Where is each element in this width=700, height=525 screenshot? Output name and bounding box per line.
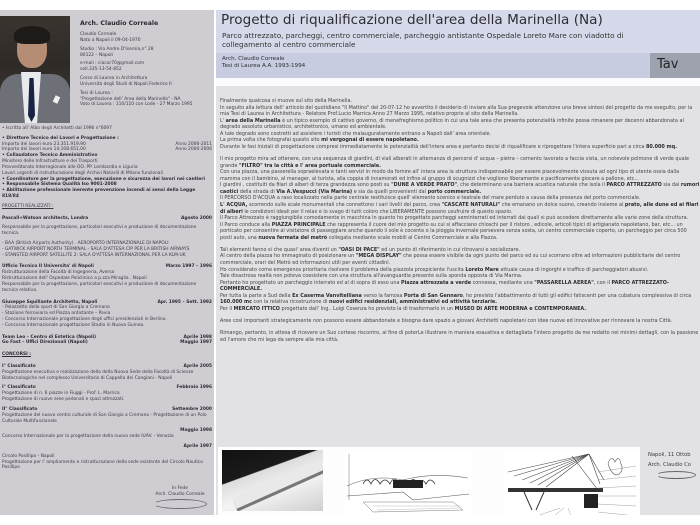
poster-author: Arch. Claudio Correale Tesi di Laurea A.A. 1993-1994	[222, 56, 306, 70]
project-header: Team Leo – Centro di Estetica (Napoli) Aprile 1998	[2, 334, 212, 340]
collaudatore-title: • Collaudatore Tecnico Amministrativo	[2, 153, 98, 159]
contest-header: I° Classificato Aprile 2005	[2, 364, 212, 369]
contest-header: II° Classificato Settembre 2000	[2, 406, 212, 412]
cv-studio-address: Studio : Via Andre D'Isernia,n° 28 80122 – Napoli	[80, 46, 154, 58]
email-text: e-mail : ciacor70@gmail.com	[80, 61, 145, 67]
body-paragraph: Tale disastrosa realtà non poteva coesistere con una struttura all'avanguardia presente sulla sponda opposta di Via Marina.	[220, 273, 523, 280]
cv-line: Lavori urgenti di ristrutturazione degli Archivi Notarili di Milano funzionali	[2, 170, 163, 176]
cv-line: - Concorso Internazionale progettazione degli uffici presidenziali in Berlino.	[2, 316, 167, 322]
letter-closing	[648, 451, 696, 479]
cv-identity	[80, 20, 212, 111]
project-header: Go Fast – Uffici Direzionali (Napoli) Maggio 1997	[2, 340, 212, 346]
cv-bullet: • Abilitazione professionale inerente prevenzione incendi ai sensi della Legge 818/84	[2, 188, 196, 199]
body-paragraph: A tale degrado sono costretti ad assistere i turisti che malauguratamente entrano a Napoli dall' area orientale.	[220, 130, 492, 137]
cv-line: Progettazione del nuovo centro culturale di San Giorgio a Cremano - Progettazione di un Polo Culturale Multifunzionale	[2, 412, 207, 424]
body-paragraph: Aree così importanti strategicamente non possono essere abbandonate e bisogna dare spazio a giovani Architetti napoletani con idee nuove ed innovative per rinnovare la nostra Città.	[220, 317, 673, 324]
cv-line: Circolo Posillipo - Napoli	[2, 453, 55, 459]
albo-registration: • Iscritto all' Albo degli Architetti dal 1996 n°6097	[2, 126, 112, 131]
project-header: Giuseppe Squillante Architetto, Napoli Apr. 1995 – Sett. 1992	[2, 299, 212, 305]
body-paragraph: La prima volta che fotografai questo sito mi vergognai di essere napoletano.	[220, 137, 419, 144]
cv-line: Progettazione di nuove aree pedonali e spazi attrezzati.	[2, 397, 125, 403]
poster-title: Progetto di riqualificazione dell'area della Marinella (Na)	[221, 12, 603, 28]
place-date: Napoli, 11 Ottob	[648, 452, 691, 458]
body-paragraph: Il PERCORSO D'ACQUA a raso localizzato nella parte centrale restituisce quell' elemento scenico e teatrale del mare perduto a causa della presenza del porto commerciale.	[220, 195, 641, 202]
table-number-tab: Tav	[650, 53, 700, 78]
cv-line: - Palazzetto dello sport di San Giorgio a Cremano	[2, 305, 110, 311]
cv-contact	[80, 61, 212, 73]
phone-text: cell.335-13-54-852	[80, 67, 122, 73]
body-paragraph: Rimango, pertanto, in attesa di ricevere un Suo cortese riscontro, al fine di poterLe illustrare in maniera esaustiva e dettagliata l'intero progetto da me redatto nei minimi dettagli, con la passione ed l'amore che mi lega da sempre alla mia città.	[220, 330, 699, 343]
cv-line: - STANSTED AIRPORT SATELLITE 2: SALA D'ATTESA INTERNAZIONAL PER LA KLM-UK	[2, 252, 186, 258]
cv-line: Provveditorato Interregionale alle OO. PP. Lombardia e Liguria	[2, 164, 138, 170]
body-paragraph: Al centro della piazza ho immaginato di posizionare un "MEGA DISPLAY" che possa essere visibile da ogni punto del parco ed su cui scorrano oltre ad informazioni pubblicitarie del centro commerciale, orari del Metrò ed informazioni utili per eventi cittadini.	[220, 253, 681, 266]
cv-body	[2, 126, 212, 471]
body-paragraph: Finalmente qualcosa si muove sul sito della Marinella.	[220, 98, 353, 104]
amount-row: Importo dei lavori euro 23.351.919,90 Anno 2006-2011	[2, 141, 212, 147]
body-paragraph: Ho considerato come emergenza prioritaria risolvere il problema della piazzola prospiciente l'uscita Loreto Mare attuale causa di ingorghi e traffico di parcheggiatori abusivi.	[220, 266, 649, 273]
contest-header: Maggio 1998	[180, 428, 212, 434]
cv-line: Progettazione esecutiva e realizzazione della della Nuova Sede della Facoltà di Scienze Biotecnologiche nel complesso Universitario di Cappella dei Cangiani - Napoli	[2, 369, 194, 381]
body-paragraph: Pertanto ho progettato un parcheggio interrato ed al di sopra di esso una Piazza attrezzata a verde connessa, mediante una "PASSARELLA AEREA", con il PARCO ATTREZZATO-COMMERCIALE.	[220, 279, 670, 293]
cv-line: Ristrutturazione della Facoltà di Ingegneria, Aversa	[2, 270, 115, 276]
signature-scribble-icon	[656, 471, 696, 479]
poster-body-text	[220, 98, 700, 343]
body-paragraph: Il mio progetto mira ad ottenere, con una sequenza di giardini, di viali alberati in alternanza di percorsi d' acqua – pietra – cemento lavorato a faccia vista, un notevole polmone di verde quale grande "FILTRO" tra la città e l' area portuale commerciale.	[220, 156, 689, 169]
contest-header: I° Classificato Febbraio 1996	[2, 385, 212, 391]
cv-bullet: • Responsabile Sistema Qualità Iso 9001-2008	[2, 182, 117, 188]
cv-line: - GATWICK AIRPORT NORTH TERMINAL - SALA D'ATTESA CIP PER LA BRITISH AIRWAYS	[2, 246, 190, 252]
cv-line: - Concorso Internazionale progettazione Stadio in Nuova Guinea.	[2, 322, 145, 328]
body-paragraph: I giardini , costituiti da filari di alberi di terza grandezza sono posti su "DUNE A VERDE PRATO", che determinano una barriera acustica naturale che isola il PARCO ATTREZZATO sia dai rumori caotici della strada di Via A.Vespucci (Via Marina) e sia da quelli provenienti dal porto commerciale.	[220, 182, 700, 195]
projects-heading: PROGETTI REALIZZATI :	[2, 203, 54, 209]
signature-scribble-icon	[153, 499, 207, 509]
cv-line: - Stazione ferroviaria ed Piazza antistante – Pavia	[2, 311, 111, 317]
park-perspective-sketch	[343, 450, 473, 515]
body-paragraph: Per il MERCATO ITTICO progettato dall' Ing.. Luigi Cosenza ho previsto la di trasformarlo in un MUSEO DI ARTE MODERNA e CONTEMPORANEA.	[220, 305, 587, 312]
cv-line: Progettazione di n. 6 piazze in Fiuggi - Prof. L. Marrica	[2, 391, 120, 397]
cv-line: Progettazione per l' ampliamento e ristrutturazione della sede esistente del Circolo Nautico Posillipo	[2, 459, 203, 471]
closing-signature: Arch. Claudio Co	[648, 461, 691, 468]
body-paragraph: In seguito alla lettura dell' articolo del quotidiano "Il Mattino" del 20-07-12 ho avvertito il desiderio di inviare alla Sua pregevole attenzione una breve sintesi del progetto da me eseguito, per la mia Tesi di Laurea in Architettura - Relatore Prof.Lucio Marrica Anno 27 Marzo 1995, relativo proprio al sito della Marinella.	[220, 104, 693, 118]
cv-signature: In Fede Arch. Claudio Correale	[150, 486, 210, 509]
cv-personal: Claudio Correale Nato a Napoli il 09-04-1970	[80, 32, 141, 43]
cv-education: Corso di Laurea in Architettura Università degli Studi di Napoli Federico II	[80, 76, 172, 87]
cv-thesis: Tesi di Laurea : "Progettazione dell' Area della Marinella" - NA Voto di Laurea : 110/110 con Lode - 27 Marzo 1995	[80, 90, 193, 108]
viaduct-perspective-sketch	[504, 450, 639, 515]
cv-name: Arch. Claudio Correale	[80, 20, 159, 27]
site-model-photo	[222, 450, 323, 511]
director-title: • Direttore Tecnico dei Lavori e Progettazione :	[2, 135, 119, 141]
project-poster	[216, 10, 700, 515]
cv-line: Ristrutturazione dell' Ospedale Policlinico a p.zza Miraglia . Napoli	[2, 276, 147, 282]
contest-header: Aprile 1997	[183, 443, 212, 449]
amount-row: Importo dei lavori euro 14.108.651,00 Anno 2000-2006	[2, 147, 212, 153]
curriculum-panel	[0, 10, 214, 515]
cv-line: - BAA (British Airports Authority) . AEROPORTO INTERNAZIONALE DI NAPOLI	[2, 241, 169, 246]
body-paragraph: Tali elementi fanno si che quasi' area diventi un "OASI DI PACE" ed un punto di riferimento in cui ritrovarsi e socializzare.	[220, 246, 521, 253]
project-header: Pascall+Watson architects, Londra Agosto 2000	[2, 215, 212, 221]
cv-line: Concorso Internazionale per la progettazione della nuova sede IUAV. - Venezia	[2, 434, 174, 440]
cv-line: Responsabile per la progettazione, particolari esecutivi e produzione di documentazione tecnica.	[2, 225, 197, 237]
cv-line: Responsabile per la progettazione, particolari esecutivi e produzione di documentazione tecnica relativa.	[2, 281, 197, 293]
body-paragraph: Il Parco conduce alla PIAZZA PRINCIPALE che rappresenta il cuore del mio progetto su cui si affacciano chioschi per il ristoro , edicole, articoli tipici di artigianato napoletano, bar, etc... un porticato per consentire al visitatore di passeggiare anche quando il sole è cocente o la pioggia invernale persevera senza sosta, un centro commerciale coperto, un parcheggio per circa 500 posti auto, una nuova fermata del metrò collegata mediante scale mobili al Centro Commerciale e alla Piazza.	[220, 221, 687, 241]
body-paragraph: L' area della Marinella è un tipico esempio di cattivo governo, di menefreghismo politico in cui una tale area che presenta potenzialità infinite possa rimanere per decenni abbandonata al degrado assoluto urbanistico, architettonico, umano ed ambientale.	[220, 117, 684, 131]
cv-bullet: • Coordinatore per la progettazione, esecuzione e sicurezza dei lavori nei cantieri	[2, 176, 205, 182]
body-paragraph: Durante le fasi iniziali di progettazione compresi immediatamente le potenzialità dell'intera area e pertanto decisi di riqualificare e riprogettare l'intera superficie pari a circa 80.000 mq.	[220, 143, 677, 150]
body-paragraph: Il Parco Attrezzato è raggiungibile comodamente in macchina in quanto ho progettato parcheggi seminterrati ed interrati dai quali si può accedere direttamente alle varie zone della struttura.	[220, 215, 689, 222]
body-paragraph: Con una piazza, una passerella sopraelevata e tanti servizi in modo da fornire all' intera area la struttura indispensabile per essere piacevolmente vissuta ad ogni tipo di utente ossia dalla mamma con il bambino, al manager, al turista, alla coppia di innamorati ed infine al gruppo di scugnizzi che vogliono liberamente e pacificamente giocare a pallone, etc...	[220, 169, 680, 182]
portrait-photo	[0, 16, 70, 123]
cv-line: Ministero delle Infrastrutture e dei Trasporti	[2, 159, 98, 165]
poster-header	[216, 10, 700, 78]
image-gallery	[218, 447, 640, 515]
body-paragraph: Per tutta la parte a Sud della Ex Caserma Vanvitelliana verso la famosa Porta di San Gennaro, ho previsto l'abbattimento di tutti gli edifici fatiscenti per una cubatura complessiva di circa 160.000 mc con la relativa ricostruzione di nuovi edifici residenziali, amministrativi ed attività terziarie.	[220, 292, 692, 306]
contests-heading: CONCORSI :	[2, 352, 32, 358]
project-header: Ufficio Tecnico II Universita' di Napoli Marzo 1997 – 1996	[2, 264, 212, 270]
body-paragraph: L' ACQUA, scorrendo sulle scale monumentali che connettono i vari livelli del parco, crea "CASCATE NATURALI" che emanano un dolce suono, creando insieme al prato, alle dune ed ai filari di alberi le condizioni ideali per il relax e lo svago di tutti coloro che LIBERAMENTE possono usufruire di questo spazio.	[220, 201, 699, 215]
poster-subtitle: Parco attrezzato, parcheggi, centro commerciale, parcheggio antistante Ospedale Loreto Mare con viadotto di collegamento al centro commerciale	[222, 31, 624, 50]
